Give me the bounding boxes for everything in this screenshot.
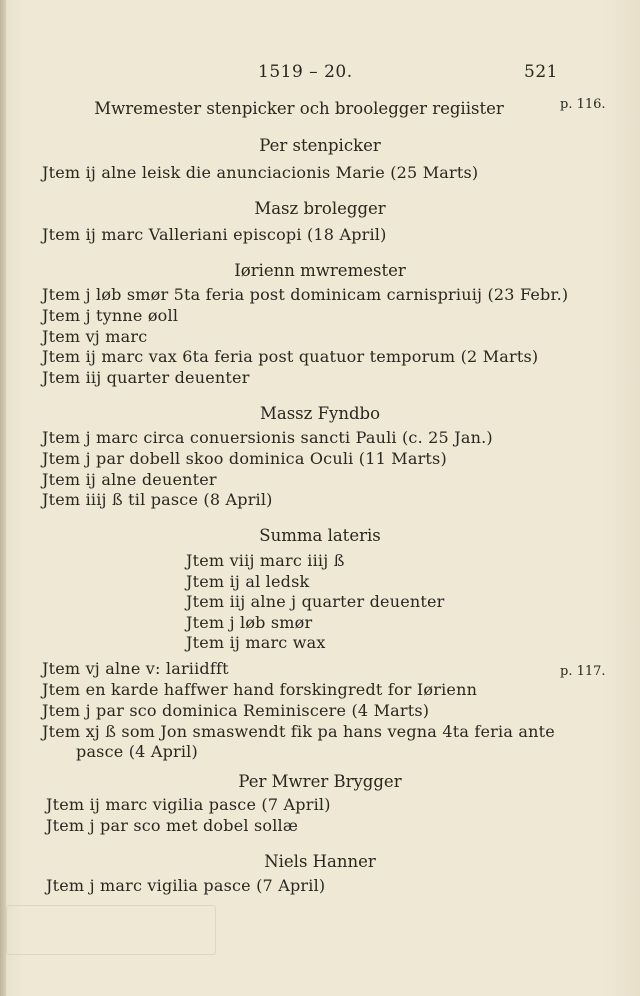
entry-line: Jtem ij alne deuenter xyxy=(42,470,217,489)
margin-note-p116: p. 116. xyxy=(560,97,606,112)
section-heading: Iørienn mwremester xyxy=(234,261,406,280)
paper-stain xyxy=(6,905,216,955)
summary-line: Jtem j løb smør xyxy=(186,613,313,632)
margin-note-p117: p. 117. xyxy=(560,664,606,679)
section-heading: Summa lateris xyxy=(259,526,381,545)
summary-line: Jtem iij alne j quarter deuenter xyxy=(186,592,445,611)
entry-line-continuation: pasce (4 April) xyxy=(76,742,198,761)
entry-line: Jtem ij marc vigilia pasce (7 April) xyxy=(46,795,331,814)
entry-line: Jtem ij marc vax 6ta feria post quatuor temporum (2 Marts) xyxy=(42,347,539,366)
section-heading: Niels Hanner xyxy=(264,852,376,871)
entry-line: Jtem j par sco dominica Reminiscere (4 Marts) xyxy=(42,701,430,720)
entry-line: Jtem j tynne øoll xyxy=(42,306,179,325)
entry-line: Jtem ij alne leisk die anunciacionis Marie (25 Marts) xyxy=(42,163,479,182)
entry-line: Jtem vj marc xyxy=(42,327,148,346)
entry-line: Jtem j løb smør 5ta feria post dominicam carnispriuij (23 Febr.) xyxy=(42,285,569,304)
section-heading: Per stenpicker xyxy=(259,136,381,155)
entry-line: Jtem j marc vigilia pasce (7 April) xyxy=(46,876,326,895)
entry-line: Jtem en karde haffwer hand forskingredt for Iørienn xyxy=(42,680,478,699)
summary-line: Jtem ij marc wax xyxy=(186,633,326,652)
section-heading: Per Mwrer Brygger xyxy=(238,772,402,791)
entry-line: Jtem iiij ß til pasce (8 April) xyxy=(42,490,273,509)
entry-line: Jtem xj ß som Jon smaswendt fik pa hans vegna 4ta feria ante xyxy=(42,722,555,741)
entry-line: Jtem j par sco met dobel sollæ xyxy=(46,816,299,835)
running-head: 1519 – 20. xyxy=(258,62,353,82)
section-heading: Massz Fyndbo xyxy=(259,404,381,423)
entry-line: Jtem vj alne v: lariidfft xyxy=(42,659,229,678)
entry-line: Jtem iij quarter deuenter xyxy=(42,368,250,387)
section-heading: Masz brolegger xyxy=(254,199,386,218)
summary-line: Jtem viij marc iiij ß xyxy=(186,551,345,570)
page-number: 521 xyxy=(524,62,558,82)
entry-line: Jtem ij marc Valleriani episcopi (18 April) xyxy=(42,225,387,244)
entry-line: Jtem j par dobell skoo dominica Oculi (11 Marts) xyxy=(42,449,447,468)
entry-line: Jtem j marc circa conuersionis sancti Pauli (c. 25 Jan.) xyxy=(42,428,493,447)
summary-line: Jtem ij al ledsk xyxy=(186,572,310,591)
document-title: Mwremester stenpicker och broolegger regiister xyxy=(94,99,504,118)
